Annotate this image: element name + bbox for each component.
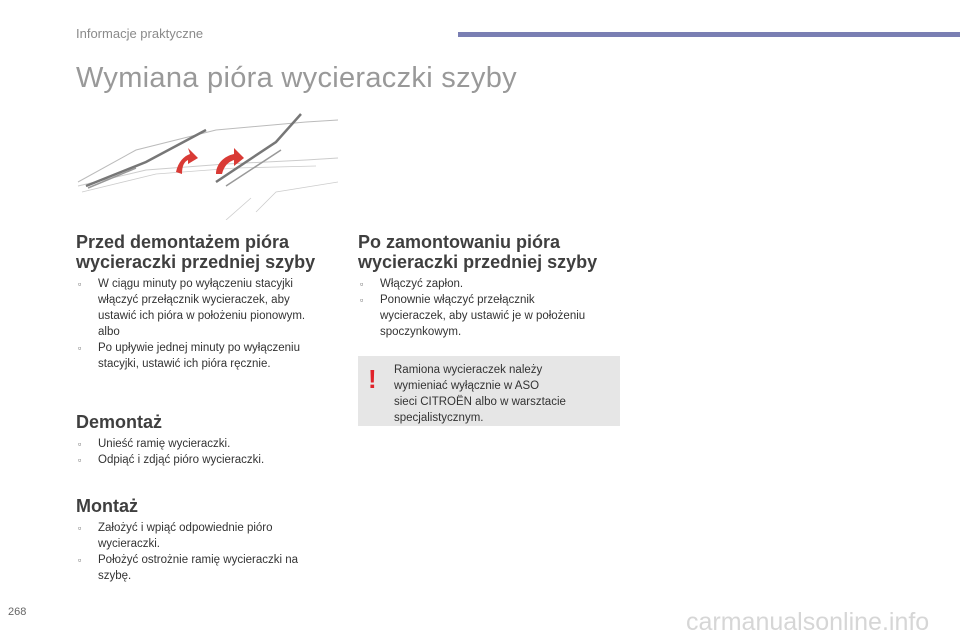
before-removal-list: [76, 276, 346, 372]
warning-line: specjalistycznym.: [394, 412, 484, 424]
warning-text: [394, 362, 614, 426]
checkbox-bullet-icon: ▫: [78, 439, 82, 449]
checkbox-bullet-icon: ▫: [360, 295, 364, 305]
checkbox-bullet-icon: ▫: [78, 455, 82, 465]
list-text: spoczynkowym.: [380, 326, 462, 338]
checkbox-bullet-icon: ▫: [78, 555, 82, 565]
after-fitting-heading: [358, 232, 597, 272]
removal-list: [76, 436, 346, 468]
list-text: Odpiąć i zdjąć pióro wycieraczki.: [98, 454, 265, 466]
list-item: [358, 276, 628, 292]
list-text: ustawić ich pióra w położeniu pionowym.: [98, 310, 306, 322]
list-text: wycieraczki.: [98, 538, 160, 550]
header-accent-bar: [458, 32, 960, 37]
list-text: wycieraczek, aby ustawić je w położeniu: [380, 310, 586, 322]
warning-line: wymieniać wyłącznie w ASO: [394, 380, 540, 392]
list-text: Założyć i wpiąć odpowiednie pióro: [98, 522, 273, 534]
watermark: carmanualsonline.info: [686, 608, 930, 636]
page-number: 268: [8, 606, 27, 618]
list-text: stacyjki, ustawić ich pióra ręcznie.: [98, 358, 271, 370]
list-item: [76, 520, 346, 552]
list-item: [76, 552, 346, 584]
list-item: [76, 340, 346, 372]
warning-line: sieci CITROËN albo w warsztacie: [394, 396, 566, 408]
checkbox-bullet-icon: ▫: [360, 279, 364, 289]
list-text: Położyć ostrożnie ramię wycieraczki na: [98, 554, 299, 566]
list-item: [76, 276, 346, 340]
list-item: [358, 292, 628, 340]
list-text: Po upływie jednej minuty po wyłączeniu: [98, 342, 300, 354]
list-text: Włączyć zapłon.: [380, 278, 464, 290]
before-heading-line-2: wycieraczki przedniej szyby: [76, 252, 316, 272]
header-label: Informacje praktyczne: [76, 26, 204, 41]
after-heading-line-1: Po zamontowaniu pióra: [358, 232, 561, 252]
list-text: W ciągu minuty po wyłączeniu stacyjki: [98, 278, 293, 290]
exclamation-icon: !: [368, 364, 377, 394]
fitting-list: [76, 520, 346, 584]
after-heading-line-2: wycieraczki przedniej szyby: [358, 252, 598, 272]
list-text: Unieść ramię wycieraczki.: [98, 438, 231, 450]
checkbox-bullet-icon: ▫: [78, 279, 82, 289]
list-item: [76, 452, 346, 468]
list-item: [76, 436, 346, 452]
list-text: szybę.: [98, 570, 132, 582]
checkbox-bullet-icon: ▫: [78, 523, 82, 533]
warning-box: [358, 356, 620, 426]
before-removal-heading: [76, 232, 315, 272]
list-text: włączyć przełącznik wycieraczek, aby: [98, 294, 290, 306]
checkbox-bullet-icon: ▫: [78, 343, 82, 353]
list-text: albo: [98, 326, 120, 338]
before-heading-line-1: Przed demontażem pióra: [76, 232, 290, 252]
fitting-heading: Montaż: [76, 496, 138, 516]
after-fitting-list: [358, 276, 628, 340]
page-title: Wymiana pióra wycieraczki szyby: [76, 62, 517, 94]
windshield-wiper-illustration: [76, 112, 338, 220]
list-text: Ponownie włączyć przełącznik: [380, 294, 535, 306]
removal-heading: Demontaż: [76, 412, 163, 432]
warning-line: Ramiona wycieraczek należy: [394, 364, 543, 376]
